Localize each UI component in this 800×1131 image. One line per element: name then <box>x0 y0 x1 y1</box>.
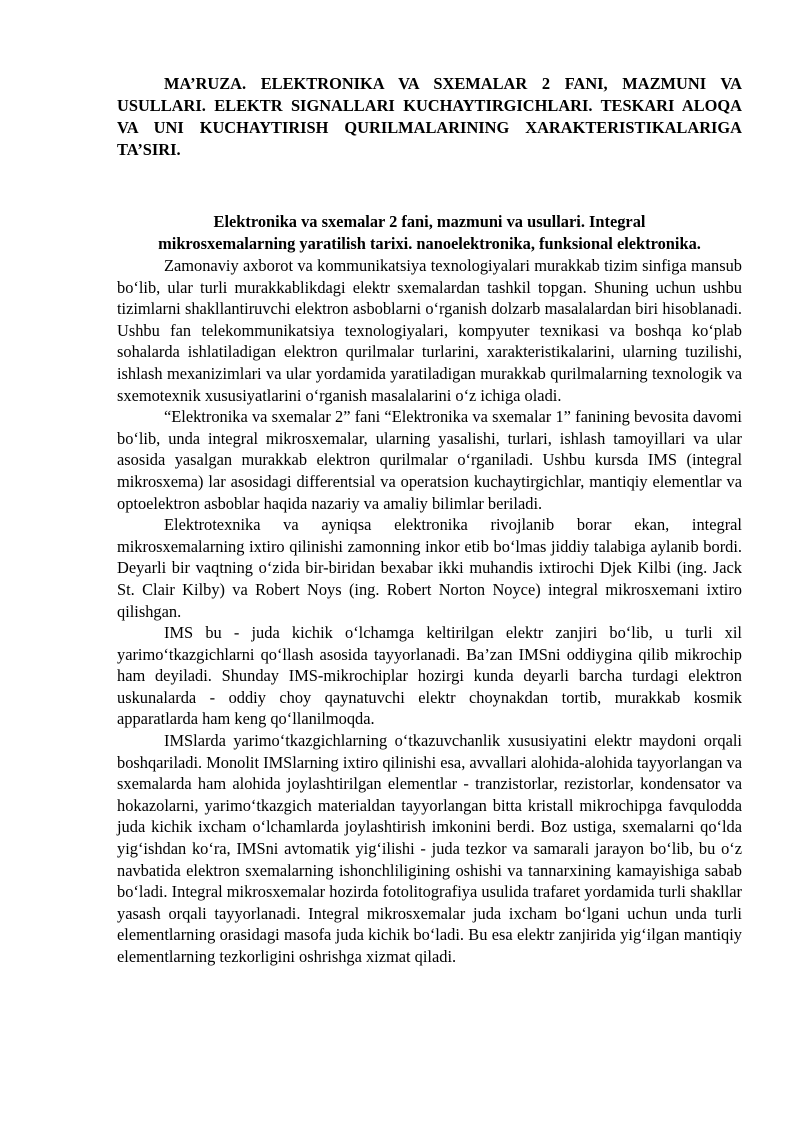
body-paragraph: IMS bu - juda kichik o‘lchamga keltirilgan elektr zanjiri bo‘lib, u turli xil yarimo‘tkazgichlarni qo‘llash asosida tayyorlanadi. Ba’zan IMSni oddiygina qilib mikrochip ham deyiladi. Shunday IMS-mikrochiplar hozirgi kunda deyarli barcha turdagi elektron uskunalarda - oddiy choy qaynatuvchi elektr choynakdan tortib, murakkab kosmik apparatlarda ham keng qo‘llanilmoqda. <box>117 623 742 729</box>
section-title-line-1: Elektronika va sxemalar 2 fani, mazmuni va usullari. Integral <box>213 212 646 231</box>
body-paragraph: IMSlarda yarimo‘tkazgichlarning o‘tkazuvchanlik xususiyatini elektr maydoni orqali boshqariladi. Monolit IMSlarning ixtiro qilinishi esa, avvallari alohida-alohida tayyorlangan va sxemalarda ham alohida joylashtirilgan elementlar - tranzistorlar, rezistorlar, kondensator va hokazolarni, yarimo‘tkazgich materialdan tayyorlangan bitta kristall mikrochipga favqulodda juda kichik ixcham o‘lchamlarda joylashtirish imkonini berdi. Boz ustiga, sxemalarni qo‘lda yig‘ishdan ko‘ra, IMSni avtomatik yig‘ilishi - juda tezkor va samarali jarayon bo‘lib, bu o‘z navbatida elektron sxemalarning ishonchliligining oshishi va tannarxining kamayishiga sabab bo‘ladi. Integral mikrosxemalar hozirda fotolitografiya usulida trafaret yordamida turli shakllar yasash orqali tayyorlanadi. Integral mikrosxemalar juda ixcham bo‘lgani uchun unda turli elementlarning orasidagi masofa juda kichik bo‘ladi. Bu esa elektr zanjirida yig‘ilgan mantiqiy elementlarning tezkorligini oshrishga xizmat qiladi. <box>117 731 742 966</box>
document-page <box>117 73 742 968</box>
section-title-line-2: mikrosxemalarning yaratilish tarixi. nanoelektronika, funksional elektronika. <box>158 234 701 253</box>
body-paragraph: Elektrotexnika va ayniqsa elektronika rivojlanib borar ekan, integral mikrosxemalarning ixtiro qilinishi zamonning inkor etib bo‘lmas jiddiy talabiga aylanib bordi. Deyarli bir vaqtning o‘zida bir-biridan bexabar ikki muhandis ixtirochi Djek Kilbi (ing. Jack St. Clair Kilby) va Robert Noys (ing. Robert Norton Noyce) integral mikrosxemani ixtiro qilishgan. <box>117 515 742 621</box>
lecture-title: MA’RUZA. ELEKTRONIKA VA SXEMALAR 2 FANI, MAZMUNI VA USULLARI. ELEKTR SIGNALLARI KUCHAYTIRGICHLARI. TESKARI ALOQA VA UNI KUCHAYTIRISH QURILMALARINING XARAKTERISTIKALARIGA TA’SIRI. <box>117 74 742 159</box>
body-paragraph: Zamonaviy axborot va kommunikatsiya texnologiyalari murakkab tizim sinfiga mansub bo‘lib, ular turli murakkablikdagi elektr sxemalardan tashkil topgan. Shuning uchun ushbu tizimlarni shakllantiruvchi elektron asboblarni o‘rganish dolzarb masalalardan biri hisoblanadi. Ushbu fan telekommunikatsiya texnologiyalari, kompyuter texnikasi va boshqa ko‘plab sohalarda ishlatiladigan elektron qurilmalar turlarini, xarakteristikalarini, ularning tuzilishi, ishlash mexanizimlari va ular yordamida yaratiladigan murakkab qurilmalarning texnologik va sxemotexnik xususiyatlarini o‘rganish masalalarini o‘z ichiga oladi. <box>117 256 742 405</box>
body-paragraph: “Elektronika va sxemalar 2” fani “Elektronika va sxemalar 1” fanining bevosita davomi bo‘lib, unda integral mikrosxemalar, ularning yasalishi, turlari, ishlash tamoyillari va ular asosida yasalgan murakkab elektron qurilmalar o‘rganiladi. Ushbu kursda IMS (integral mikrosxema) lar asosidagi differentsial va operatsion kuchaytirgichlar, mantiqiy elementlar va optoelektron asboblar haqida nazariy va amaliy bilimlar beriladi. <box>117 407 742 513</box>
section-title <box>117 211 742 255</box>
